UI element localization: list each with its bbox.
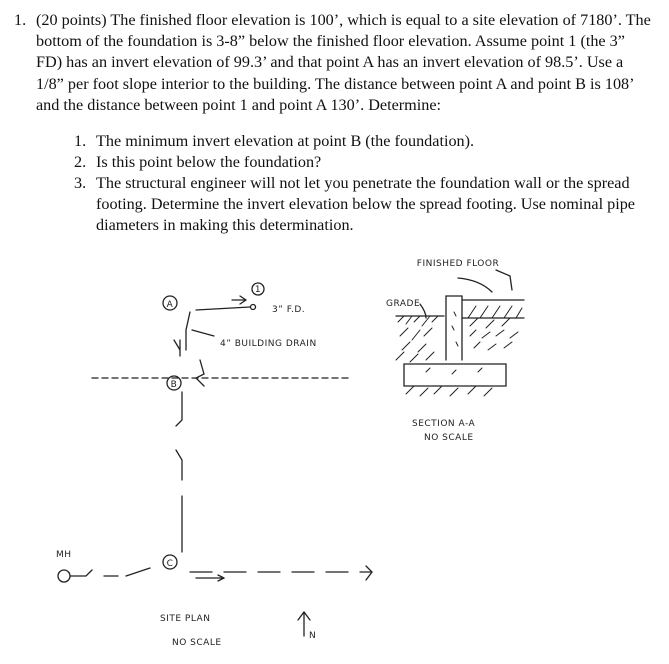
fd-label: 3” F.D. bbox=[272, 305, 306, 315]
point-b-label: B bbox=[170, 380, 178, 390]
question-text: The structural engineer will not let you penetrate the foundation wall or the spread footing. Determine the invert elevation below the spread footing. Use nominal pipe diameters in making this determination. bbox=[96, 174, 635, 235]
fd-pipe-line bbox=[196, 307, 250, 310]
problem-number: 1. bbox=[14, 11, 27, 29]
footing-hatch bbox=[406, 386, 492, 396]
grade-label: GRADE bbox=[386, 299, 421, 309]
slab-hatch bbox=[468, 306, 522, 328]
point-a-label: A bbox=[166, 300, 174, 310]
mh-label: MH bbox=[56, 550, 72, 560]
drain-label: 4” BUILDING DRAIN bbox=[220, 339, 317, 349]
question-text: Is this point below the foundation? bbox=[96, 153, 322, 171]
footing-marks bbox=[426, 368, 482, 374]
problem-text: (20 points) The finished floor elevation is 100’, which is equal to a site elevation of 7180’. The bottom of the foundation is 3-8” below the finished floor elevation. Assume point 1 (the 3” FD) has an invert elevation of 99.3’ and that point A has an invert elevation of 98.5’. Use a 1/8” per foot slope interior to the building. The distance between point A and point B is 108’ and the distance between point 1 and point A 130’. Determine: bbox=[36, 11, 651, 114]
drain-branch bbox=[192, 330, 214, 336]
pipe-segment bbox=[176, 392, 182, 426]
manhole-marker bbox=[58, 570, 70, 582]
north-label: N bbox=[309, 631, 317, 641]
foundation-wall bbox=[446, 296, 462, 360]
concrete-marks bbox=[452, 312, 458, 346]
pipe-segment bbox=[176, 450, 182, 480]
fd-cleanout bbox=[251, 305, 256, 310]
section-cut-mark bbox=[196, 360, 204, 386]
section-a-a bbox=[386, 259, 524, 443]
sewer-to-mh bbox=[70, 568, 150, 576]
site-plan-title: SITE PLAN bbox=[160, 614, 211, 624]
point-1-label: 1 bbox=[254, 285, 262, 295]
building-drain-upper bbox=[186, 312, 190, 350]
floor-leader bbox=[458, 278, 492, 292]
point-c-label: C bbox=[166, 559, 174, 569]
question-number: 3. bbox=[74, 174, 87, 192]
floor-slab bbox=[462, 300, 524, 318]
section-scale: NO SCALE bbox=[424, 433, 474, 443]
finished-floor-label: FINISHED FLOOR bbox=[416, 259, 500, 269]
fd-flow-arrow bbox=[232, 296, 246, 304]
site-plan bbox=[56, 283, 372, 648]
spread-footing bbox=[404, 364, 506, 386]
sewer-end bbox=[366, 566, 372, 580]
floor-edge bbox=[496, 270, 512, 290]
question-number: 1. bbox=[74, 132, 87, 150]
gravel-hatch bbox=[470, 330, 518, 350]
section-title: SECTION A-A bbox=[412, 419, 476, 429]
flow-arrow bbox=[196, 575, 224, 581]
soil-hatch bbox=[396, 316, 438, 362]
question-text: The minimum invert elevation at point B (the foundation). bbox=[96, 132, 475, 150]
site-plan-scale: NO SCALE bbox=[172, 638, 222, 648]
question-number: 2. bbox=[74, 153, 87, 171]
drain-arrow bbox=[174, 340, 180, 356]
